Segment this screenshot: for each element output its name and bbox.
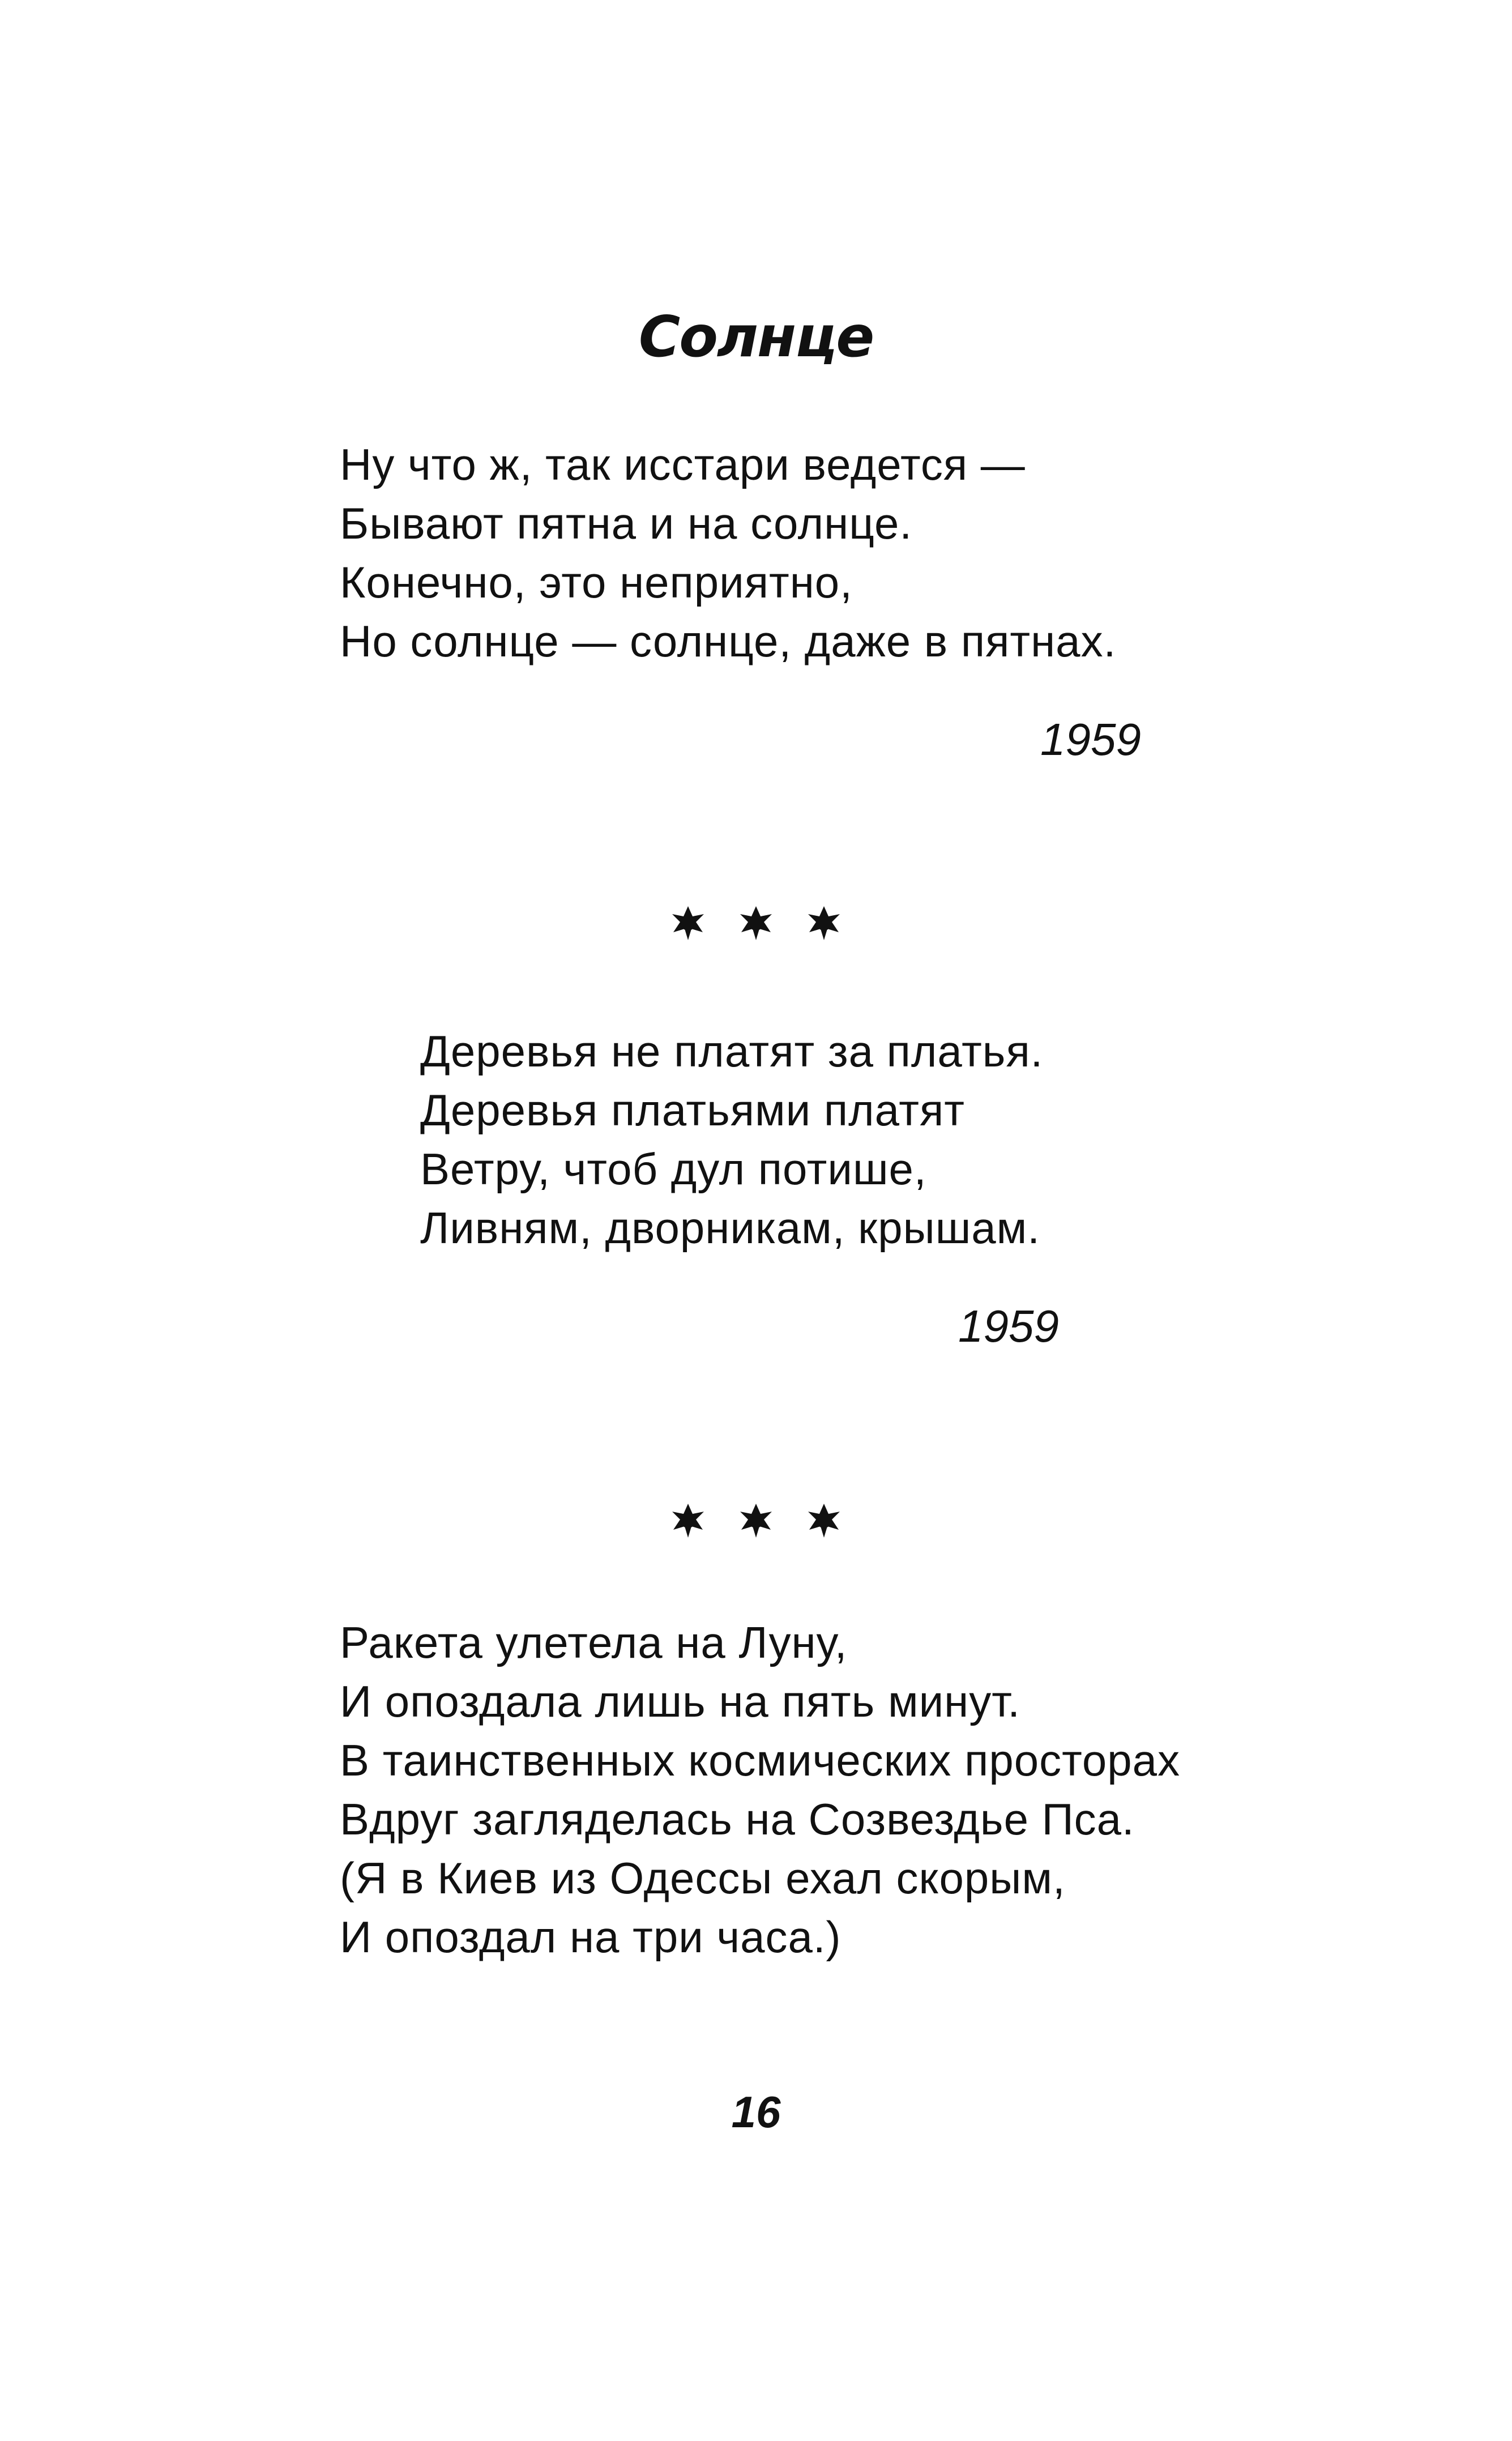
poem-line: Ракета улетела на Луну, xyxy=(340,1618,848,1667)
poem-year: 1959 xyxy=(1040,714,1141,765)
poem-line: В таинственных космических просторах xyxy=(340,1735,1181,1785)
section-divider xyxy=(0,901,1512,946)
poem-title: Солнце xyxy=(638,304,874,370)
poem-line: Ливням, дворникам, крышам. xyxy=(420,1203,1040,1253)
poem-stanza xyxy=(340,1613,1180,1966)
page-number: 16 xyxy=(731,2087,781,2137)
asterisk-ornament-icon xyxy=(654,1498,858,1543)
poem-line: Вдруг загляделась на Созвездье Пса. xyxy=(340,1794,1135,1844)
poem-line: Деревья не платят за платья. xyxy=(420,1026,1044,1076)
poem-line: Но солнце — солнце, даже в пятнах. xyxy=(340,616,1117,666)
poem-line: И опоздал на три часа.) xyxy=(340,1912,842,1962)
poem-line: Деревья платьями платят xyxy=(420,1085,965,1135)
poem-stanza xyxy=(340,435,1116,671)
poem-line: Конечно, это неприятно, xyxy=(340,557,853,607)
poem-stanza xyxy=(420,1022,1043,1257)
poem-line: Бывают пятна и на солнце. xyxy=(340,498,913,548)
asterisk-ornament-icon xyxy=(654,901,858,946)
section-divider xyxy=(0,1498,1512,1543)
poem-line: Ветру, чтоб дул потише, xyxy=(420,1144,927,1194)
poem-line: И опоздала лишь на пять минут. xyxy=(340,1676,1020,1726)
poem-line: Ну что ж, так исстари ведется — xyxy=(340,439,1026,489)
poem-line: (Я в Киев из Одессы ехал скорым, xyxy=(340,1853,1066,1903)
poem-year: 1959 xyxy=(958,1301,1059,1351)
